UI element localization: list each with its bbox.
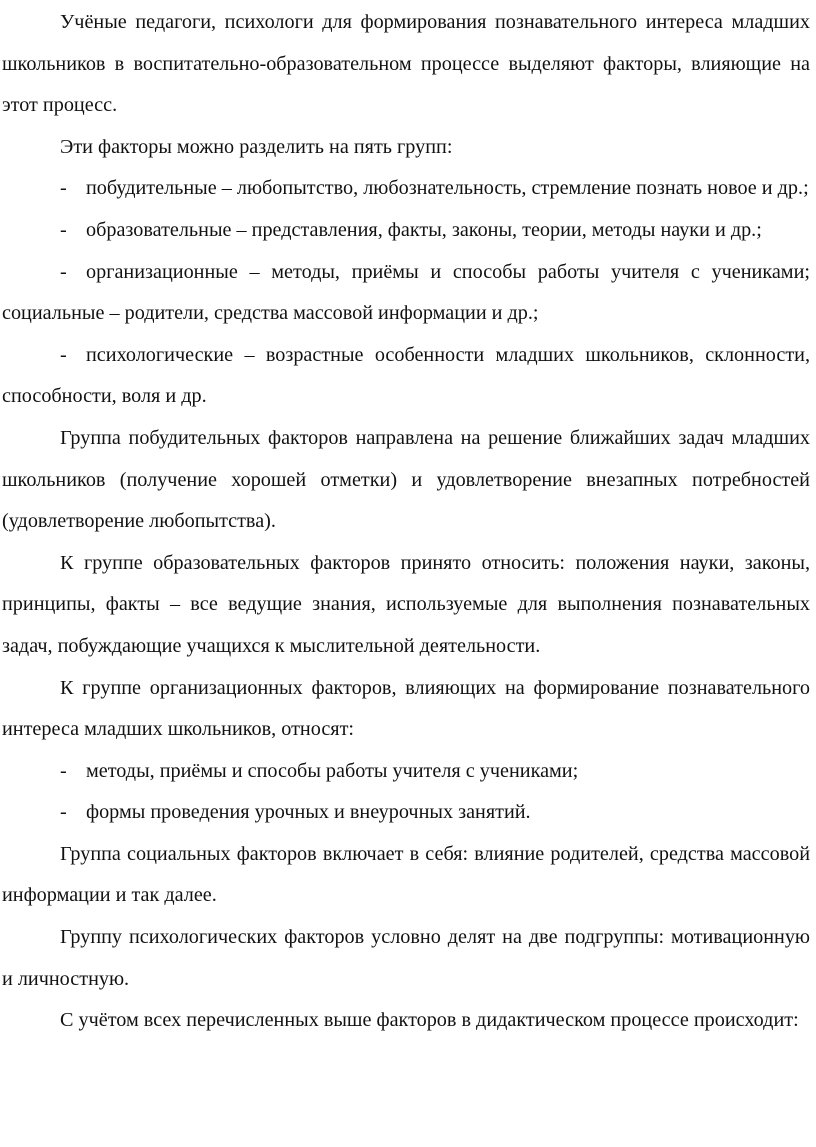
list-item-text: организационные – методы, приёмы и способы работы учителя с учениками; социальные – родители, средства массовой информации и др.; [2, 260, 810, 325]
list-item-text: психологические – возрастные особенности младших школьников, склонности, способности, воля и др. [2, 343, 810, 408]
paragraph: К группе образовательных факторов принято относить: положения науки, законы, принципы, факты – все ведущие знания, используемые для выполнения познавательных задач, побуждающие учащихся к мыслительной деятельности. [2, 551, 810, 657]
list-dash: - [60, 177, 67, 200]
list-item-text: методы, приёмы и способы работы учителя с учениками; [86, 759, 579, 782]
list-item [2, 792, 810, 834]
paragraph: С учётом всех перечисленных выше факторов в дидактическом процессе происходит: [60, 1009, 799, 1032]
paragraph: Группу психологических факторов условно делят на две подгруппы: мотивационную и личностную. [2, 926, 810, 990]
list-dash: - [60, 260, 67, 283]
paragraph: Эти факторы можно разделить на пять групп: [60, 135, 453, 158]
list-item-text: побудительные – любопытство, любознательность, стремление познать новое и др.; [86, 177, 809, 200]
list-item [2, 751, 810, 793]
list-dash: - [60, 218, 67, 241]
paragraph: Группа социальных факторов включает в себя: влияние родителей, средства массовой информации и так далее. [2, 842, 810, 907]
list-dash: - [60, 343, 67, 366]
list-item [2, 168, 810, 210]
list-item-text: образовательные – представления, факты, законы, теории, методы науки и др.; [86, 218, 762, 241]
list-item [2, 252, 810, 335]
paragraph: К группе организационных факторов, влияющих на формирование познавательного интереса младших школьников, относят: [2, 676, 810, 741]
list-dash: - [60, 759, 67, 782]
list-item [2, 210, 810, 252]
paragraph: Группа побудительных факторов направлена на решение ближайших задач младших школьников (получение хорошей отметки) и удовлетворение внезапных потребностей (удовлетворение любопытства). [2, 426, 810, 533]
list-dash: - [60, 801, 67, 824]
paragraph: Учёные педагоги, психологи для формирования познавательного интереса младших школьников в воспитательно-образовательном процессе выделяют факторы, влияющие на этот процесс. [2, 11, 810, 117]
list-item [2, 335, 810, 418]
list-item-text: формы проведения урочных и внеурочных занятий. [86, 801, 531, 824]
